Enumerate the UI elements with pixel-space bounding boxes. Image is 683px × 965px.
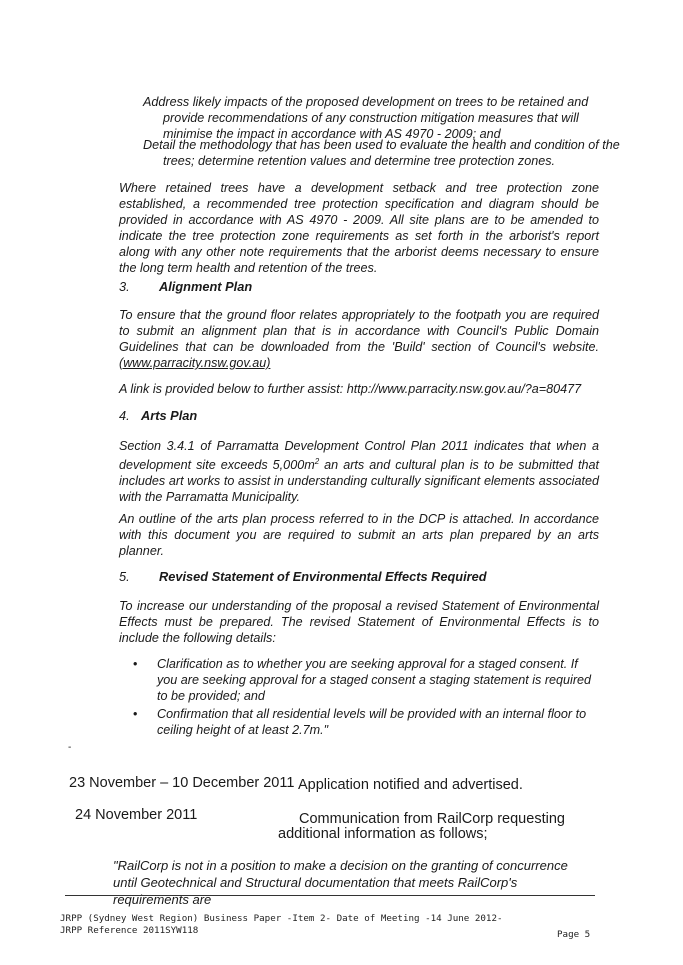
footer-line-1: JRPP (Sydney West Region) Business Paper -Item 2- Date of Meeting -14 June 2012- bbox=[60, 913, 503, 924]
section-3-text: To ensure that the ground floor relates appropriately to the footpath you are required to submit an alignment plan that is in accordance with Council's Public Domain Guidelines that can be downloaded from the 'Build' section of Council's website. bbox=[119, 308, 599, 354]
section-3-number: 3. bbox=[119, 279, 130, 294]
timeline-event-2-line-1: Communication from RailCorp requesting bbox=[299, 811, 565, 827]
footer-line-2: JRPP Reference 2011SYW118 bbox=[60, 925, 199, 936]
section-4-title: Arts Plan bbox=[141, 408, 198, 423]
section-5-heading bbox=[119, 569, 487, 584]
footer-divider bbox=[65, 895, 595, 896]
bullet-text: Confirmation that all residential levels will be provided with an internal floor to ceiling height of at least 2.7m." bbox=[157, 707, 587, 737]
section-5-bullet-list bbox=[133, 656, 599, 738]
bullet-text: Clarification as to whether you are seeking approval for a staged consent. If you are seeking approval for a staged consent a staging statement is required to be provided; and bbox=[157, 657, 592, 703]
section-4-heading bbox=[119, 408, 197, 423]
bullet-icon: • bbox=[133, 707, 138, 721]
section-4-paragraph-1 bbox=[119, 438, 599, 505]
section-5-number: 5. bbox=[119, 569, 130, 584]
section-4-paragraph-2: An outline of the arts plan process referred to in the DCP is attached. In accordance with this document you are required to submit an arts plan prepared by an arts planner. bbox=[119, 512, 599, 558]
retained-trees-paragraph: Where retained trees have a development setback and tree protection zone established, a recommended tree protection specification and diagram should be provided in accordance with AS 4970 - 2009. All site plans are to be amended to indicate the tree protection zone requirements as set forth in the arborist's report along with any other note requirements that the arborist deems necessary to ensure the long term health and retention of the trees. bbox=[119, 181, 599, 275]
intro-item-1: Address likely impacts of the proposed development on trees to be retained and provide recommendations of any construction mitigation measures that will minimise the impact in accordance with AS 4970 - 2009; and bbox=[143, 95, 589, 141]
railcorp-quote: "RailCorp is not in a position to make a decision on the granting of concurrence until Geotechnical and Structural documentation that meets RailCorp's requirements are bbox=[113, 858, 568, 907]
council-website-link[interactable]: (www.parracity.nsw.gov.au) bbox=[119, 356, 271, 370]
section-4-number: 4. bbox=[119, 408, 130, 423]
list-item bbox=[133, 656, 599, 704]
section-3-link-paragraph: A link is provided below to further assist: http://www.parracity.nsw.gov.au/?a=80477 bbox=[119, 382, 582, 396]
section-4-text-a: Section 3.4.1 of Parramatta Development Control Plan 2011 indicates that when a development site exceeds 5,000m bbox=[119, 439, 599, 473]
bullet-icon: • bbox=[133, 657, 138, 671]
intro-item-2: Detail the methodology that has been used to evaluate the health and condition of the trees; determine retention values and determine tree protection zones. bbox=[143, 138, 620, 168]
section-3-heading bbox=[119, 279, 252, 294]
section-4-text-b: an arts and cultural plan is to be submitted that includes art works to assist in understanding culturally significant elements associated with the Parramatta Municipality. bbox=[119, 458, 600, 505]
timeline-date-1: 23 November – 10 December 2011 bbox=[69, 775, 295, 791]
superscript: 2 bbox=[314, 457, 320, 466]
page-number: Page 5 bbox=[557, 929, 591, 940]
section-5-title: Revised Statement of Environmental Effects Required bbox=[159, 569, 487, 584]
stray-mark: - bbox=[68, 742, 72, 753]
timeline-event-1: Application notified and advertised. bbox=[298, 777, 523, 793]
section-3-paragraph bbox=[119, 307, 599, 371]
timeline-event-2-line-2: additional information as follows; bbox=[278, 826, 488, 842]
timeline-date-2: 24 November 2011 bbox=[75, 807, 198, 823]
list-item bbox=[133, 706, 599, 738]
section-3-title: Alignment Plan bbox=[159, 279, 253, 294]
section-5-paragraph: To increase our understanding of the proposal a revised Statement of Environmental Effects must be prepared. The revised Statement of Environmental Effects is to include the following details: bbox=[119, 599, 599, 645]
